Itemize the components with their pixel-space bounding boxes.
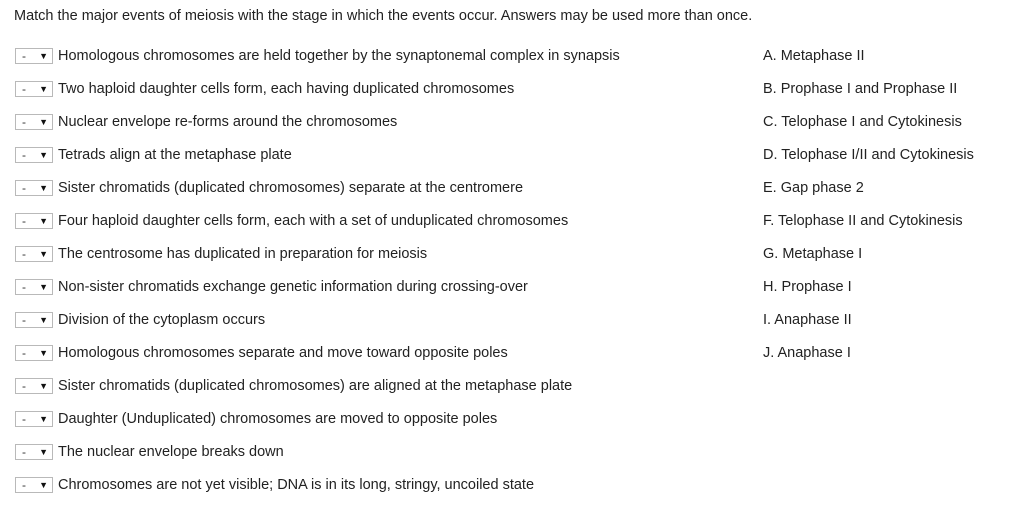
answer-dropdown[interactable] — [15, 312, 53, 328]
dropdown-value: - — [22, 477, 26, 492]
answer-dropdown[interactable] — [15, 477, 53, 493]
dropdown-value: - — [22, 279, 26, 294]
answer-dropdown[interactable] — [15, 279, 53, 295]
answer-option: J. Anaphase I — [763, 344, 851, 361]
question-row — [15, 105, 735, 138]
question-row — [15, 204, 735, 237]
question-list — [15, 39, 735, 501]
question-text: Sister chromatids (duplicated chromosomes) are aligned at the metaphase plate — [58, 377, 573, 394]
dropdown-value: - — [22, 213, 26, 228]
question-text: Sister chromatids (duplicated chromosomes) separate at the centromere — [58, 179, 524, 196]
question-row — [15, 468, 735, 501]
answer-dropdown[interactable] — [15, 114, 53, 130]
question-row — [15, 435, 735, 468]
chevron-down-icon: ▼ — [39, 116, 48, 127]
dropdown-value: - — [22, 114, 26, 129]
answer-dropdown[interactable] — [15, 81, 53, 97]
chevron-down-icon: ▼ — [39, 479, 48, 490]
chevron-down-icon: ▼ — [39, 248, 48, 259]
answer-dropdown[interactable] — [15, 378, 53, 394]
chevron-down-icon: ▼ — [39, 215, 48, 226]
question-text: Four haploid daughter cells form, each with a set of unduplicated chromosomes — [58, 212, 569, 229]
dropdown-value: - — [22, 312, 26, 327]
dropdown-value: - — [22, 48, 26, 63]
question-row — [15, 171, 735, 204]
question-text: Division of the cytoplasm occurs — [58, 311, 266, 328]
question-row — [15, 303, 735, 336]
answer-option: G. Metaphase I — [763, 245, 863, 262]
dropdown-value: - — [22, 444, 26, 459]
question-text: Homologous chromosomes separate and move toward opposite poles — [58, 344, 508, 361]
answer-option: H. Prophase I — [763, 278, 852, 295]
answer-dropdown[interactable] — [15, 48, 53, 64]
answer-dropdown[interactable] — [15, 147, 53, 163]
answer-option: C. Telophase I and Cytokinesis — [763, 113, 962, 130]
dropdown-value: - — [22, 180, 26, 195]
dropdown-value: - — [22, 411, 26, 426]
answer-dropdown[interactable] — [15, 246, 53, 262]
chevron-down-icon: ▼ — [39, 149, 48, 160]
answer-dropdown[interactable] — [15, 345, 53, 361]
dropdown-value: - — [22, 345, 26, 360]
answer-option: A. Metaphase II — [763, 47, 865, 64]
question-row — [15, 138, 735, 171]
chevron-down-icon: ▼ — [39, 446, 48, 457]
chevron-down-icon: ▼ — [39, 281, 48, 292]
question-text: Two haploid daughter cells form, each having duplicated chromosomes — [58, 80, 515, 97]
question-text: Chromosomes are not yet visible; DNA is in its long, stringy, uncoiled state — [58, 476, 535, 493]
question-text: Nuclear envelope re-forms around the chromosomes — [58, 113, 398, 130]
question-row — [15, 270, 735, 303]
answer-dropdown[interactable] — [15, 213, 53, 229]
dropdown-value: - — [22, 147, 26, 162]
question-text: The centrosome has duplicated in preparation for meiosis — [58, 245, 428, 262]
chevron-down-icon: ▼ — [39, 50, 48, 61]
chevron-down-icon: ▼ — [39, 83, 48, 94]
answer-option: B. Prophase I and Prophase II — [763, 80, 958, 97]
chevron-down-icon: ▼ — [39, 413, 48, 424]
question-row — [15, 369, 735, 402]
answer-dropdown[interactable] — [15, 411, 53, 427]
question-text: Non-sister chromatids exchange genetic information during crossing-over — [58, 278, 528, 295]
question-row — [15, 336, 735, 369]
instructions-text: Match the major events of meiosis with the stage in which the events occur. Answers may be used more than once. — [14, 8, 753, 24]
chevron-down-icon: ▼ — [39, 347, 48, 358]
answer-option: F. Telophase II and Cytokinesis — [763, 212, 963, 229]
dropdown-value: - — [22, 246, 26, 261]
question-row — [15, 402, 735, 435]
question-row — [15, 237, 735, 270]
question-row — [15, 72, 735, 105]
chevron-down-icon: ▼ — [39, 314, 48, 325]
answer-option: I. Anaphase II — [763, 311, 852, 328]
dropdown-value: - — [22, 81, 26, 96]
question-text: Daughter (Unduplicated) chromosomes are moved to opposite poles — [58, 410, 498, 427]
chevron-down-icon: ▼ — [39, 182, 48, 193]
question-text: Tetrads align at the metaphase plate — [58, 146, 292, 163]
answer-options-list — [763, 39, 1013, 369]
question-row — [15, 39, 735, 72]
answer-dropdown[interactable] — [15, 444, 53, 460]
answer-dropdown[interactable] — [15, 180, 53, 196]
chevron-down-icon: ▼ — [39, 380, 48, 391]
answer-option: D. Telophase I/II and Cytokinesis — [763, 146, 974, 163]
question-text: The nuclear envelope breaks down — [58, 443, 284, 460]
dropdown-value: - — [22, 378, 26, 393]
question-text: Homologous chromosomes are held together by the synaptonemal complex in synapsis — [58, 47, 620, 64]
answer-option: E. Gap phase 2 — [763, 179, 864, 196]
